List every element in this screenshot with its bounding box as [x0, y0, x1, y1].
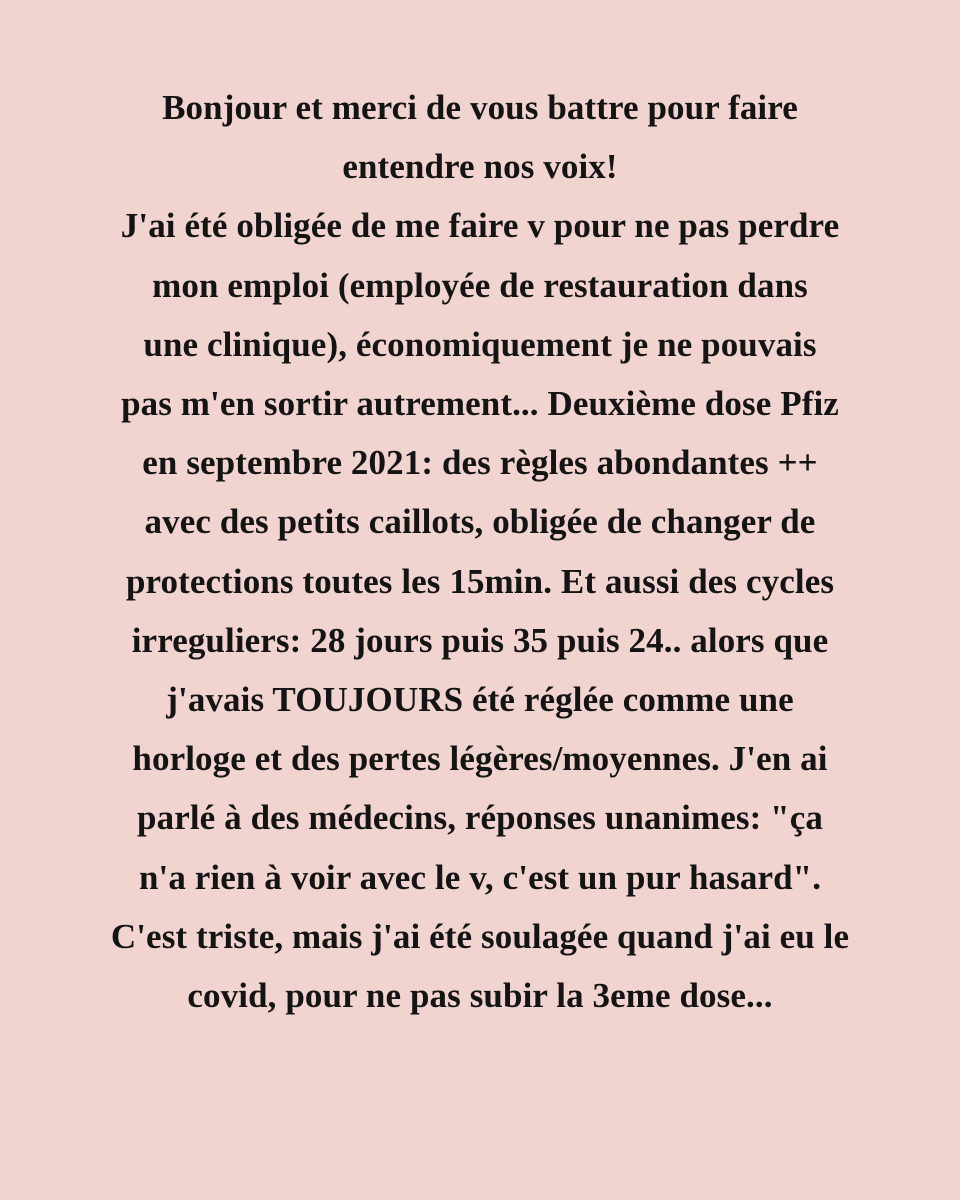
- testimony-text: [30, 78, 930, 1025]
- text-line: j'avais TOUJOURS été réglée comme une: [166, 680, 794, 720]
- text-line: entendre nos voix!: [342, 147, 618, 187]
- text-line: covid, pour ne pas subir la 3eme dose...: [187, 976, 773, 1016]
- text-line: protections toutes les 15min. Et aussi des cycles: [125, 561, 835, 601]
- text-line: irreguliers: 28 jours puis 35 puis 24.. alors que: [131, 620, 829, 660]
- text-line: J'ai été obligée de me faire v pour ne pas perdre: [120, 206, 840, 246]
- text-line: en septembre 2021: des règles abondantes ++: [142, 443, 818, 483]
- text-line: Bonjour et merci de vous battre pour faire: [162, 88, 798, 127]
- text-line: n'a rien à voir avec le v, c'est un pur hasard".: [138, 857, 822, 897]
- text-line: mon emploi (employée de restauration dans: [152, 265, 808, 305]
- text-line: C'est triste, mais j'ai été soulagée quand j'ai eu le: [110, 916, 850, 956]
- text-line: parlé à des médecins, réponses unanimes: "ça: [137, 798, 823, 838]
- text-line: pas m'en sortir autrement... Deuxième dose Pfiz: [121, 384, 839, 424]
- text-line: horloge et des pertes légères/moyennes. J'en ai: [132, 739, 828, 779]
- text-line: avec des petits caillots, obligée de changer de: [144, 502, 816, 542]
- text-line: une clinique), économiquement je ne pouvais: [143, 324, 817, 364]
